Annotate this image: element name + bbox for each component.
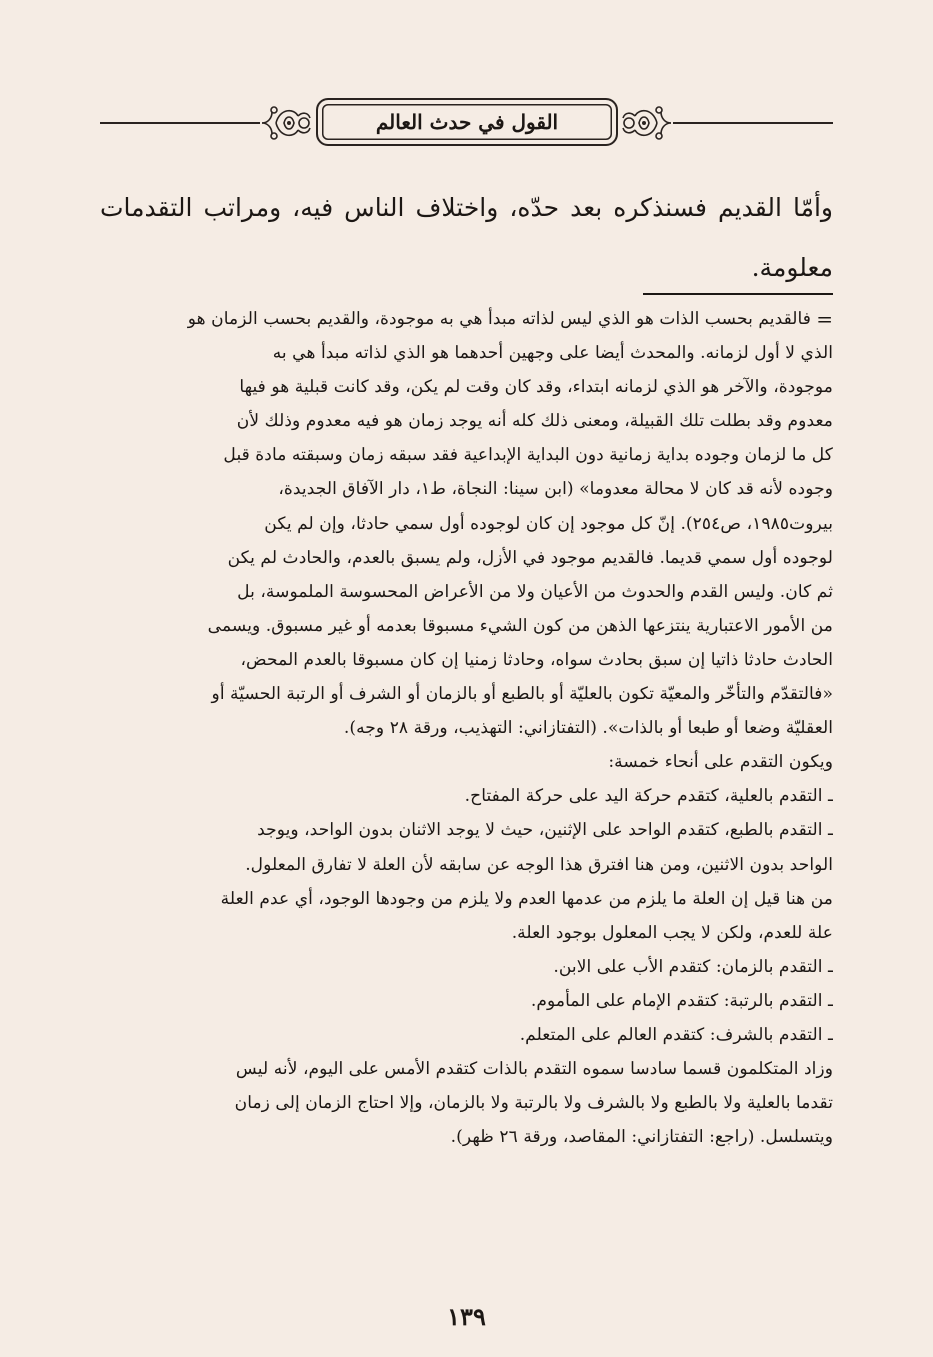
- footnote-line: ـ التقدم بالزمان: كتقدم الأب على الابن.: [553, 956, 833, 977]
- footnote-continuation-marker: =: [816, 307, 833, 331]
- footnote-line: بيروت١٩٨٥، ص٢٥٤). إنّ كل موجود إن كان لوجوده أول سمي حادثا، وإن لم يكن: [264, 513, 833, 534]
- footnote-block: [100, 302, 833, 1154]
- footnote-line: كل ما لزمان وجوده بداية زمانية دون البداية الإبداعية فقد سبقه زمان وسبقته مادة قبل: [223, 445, 833, 466]
- footnote-line: ثم كان. وليس القدم والحدوث من الأعيان ولا من الأعراض المحسوسة الملموسة، بل: [237, 581, 833, 602]
- main-paragraph: وأمّا القديم فسنذكره بعد حدّه، واختلاف الناس فيه، ومراتب التقدمات معلومة.: [100, 193, 833, 282]
- footnote-line: موجودة، والآخر هو الذي لزمانه ابتداء، وقد كان وقت لم يكن، وقد كانت قبلية هو فيها: [239, 377, 833, 398]
- footnote-line: وجوده لأنه قد كان لا محالة معدوما» (ابن سينا: النجاة، ط١، دار الآفاق الجديدة،: [278, 479, 833, 500]
- header-rule-left: [100, 122, 260, 124]
- footnote-line: الذي لا أول لزمانه. والمحدث أيضا على وجهين أحدهما هو الذي لذاته مبدأ هي به: [272, 343, 833, 364]
- footnote-line: الواحد بدون الاثنين، ومن هنا افترق هذا الوجه عن سابقه لأن العلة لا تفارق المعلول.: [245, 854, 833, 875]
- header-title: القول في حدث العالم: [375, 110, 559, 134]
- footnote-line: من الأمور الاعتبارية ينتزعها الذهن من كون الشيء مسبوقا بعدمه أو غير مسبوق. ويسمى: [207, 615, 833, 636]
- header-rule-right: [673, 122, 833, 124]
- footnote-line: تقدما بالعلية ولا بالطبع ولا بالشرف ولا بالرتبة ولا بالزمان، وإلا احتاج الزمان إلى زمان: [234, 1093, 833, 1114]
- footnote-line: وزاد المتكلمون قسما سادسا سموه التقدم بالذات كتقدم الأمس على اليوم، لأنه ليس: [235, 1059, 833, 1080]
- footnote-line: الحادث حادثا ذاتيا إن سبق بحادث سواه، وحادثا زمنيا إن كان مسبوقا بالعدم المحض،: [240, 649, 833, 670]
- footnote-line: «فالتقدّم والتأخّر والمعيّة تكون بالعليّة أو بالطبع أو بالزمان أو الشرف أو الرتبة الحسيّة أو: [211, 684, 833, 705]
- footnote-line: العقليّة وضعا أو طبعا أو بالذات». (التفتازاني: التهذيب، ورقة ٢٨ وجه).: [343, 718, 833, 739]
- footnote-line: ـ التقدم بالرتبة: كتقدم الإمام على المأموم.: [530, 990, 833, 1011]
- header-title-frame: [316, 98, 618, 146]
- footnote-line: فالقديم بحسب الذات هو الذي ليس لذاته مبدأ هي به موجودة، والقديم بحسب الزمان هو: [187, 309, 811, 329]
- footnote-divider: [643, 293, 833, 295]
- footnote-line: ـ التقدم بالطبع، كتقدم الواحد على الإثنين، حيث لا يوجد الاثنان بدون الواحد، ويوجد: [257, 820, 833, 841]
- ornament-right-icon: [619, 100, 675, 146]
- footnote-line: من هنا قيل إن العلة ما يلزم من عدمها العدم ولا يلزم من وجودها الوجود، أي عدم العلة: [220, 888, 833, 909]
- footnote-line: ـ التقدم بالعلية، كتقدم حركة اليد على حركة المفتاح.: [464, 786, 833, 807]
- footnote-line: علة للعدم، ولكن لا يجب المعلول بوجود العلة.: [511, 922, 833, 943]
- page-number: ١٣٩: [447, 1302, 486, 1331]
- footnote-line: ويكون التقدم على أنحاء خمسة:: [608, 752, 833, 773]
- footnote-body: [100, 302, 811, 336]
- ornament-left-icon: [258, 100, 314, 146]
- footnote-line: معدوم وقد بطلت تلك القبيلة، ومعنى ذلك كله أنه يوجد زمان هو فيه معدوم وذلك لأن: [236, 411, 833, 432]
- footnote-line: ـ التقدم بالشرف: كتقدم العالم على المتعلم.: [519, 1024, 833, 1045]
- footnote-line: ويتسلسل. (راجع: التفتازاني: المقاصد، ورقة ٢٦ ظهر).: [450, 1127, 833, 1148]
- footnote-line: لوجوده أول سمي قديما. فالقديم موجود في الأزل، ولم يسبق بالعدم، والحادث لم يكن: [227, 547, 833, 568]
- running-header: [100, 94, 833, 154]
